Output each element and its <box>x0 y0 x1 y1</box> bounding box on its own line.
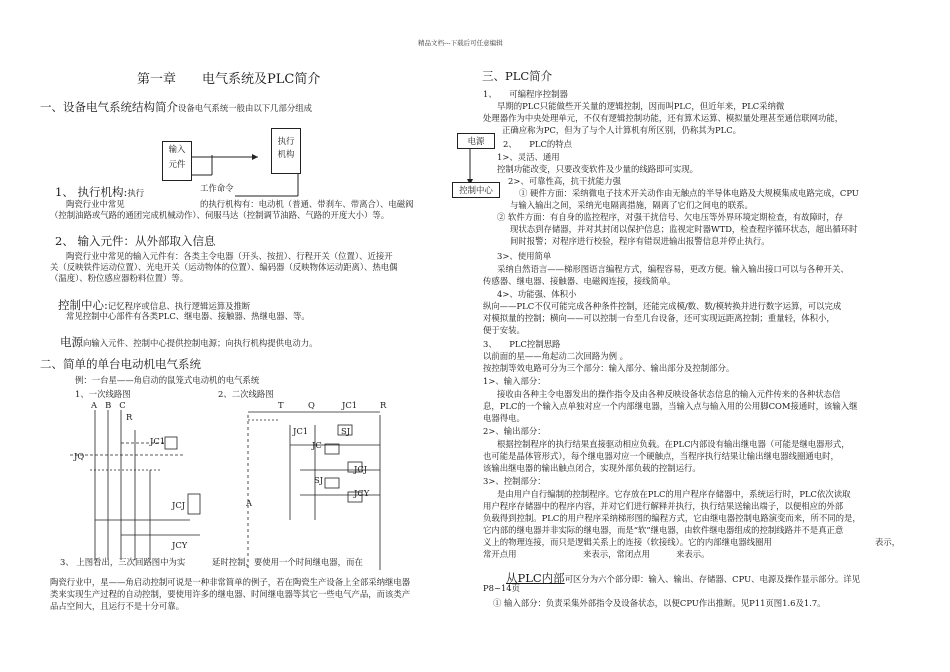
r3-3-text-5b: 表示， <box>875 537 901 547</box>
r3-3-text-6b: 来表示，常闭点用 <box>583 549 650 559</box>
input-box-line1: 输入 <box>168 144 186 154</box>
section1-title: 一、设备电气系统结构简介 <box>40 100 178 114</box>
r2-2-b2: 现状态到存储器，并对其封闭以保护信息；监视定时器WTD，检查程序循环状态，超出循环时 <box>510 224 858 234</box>
r1-text-1: 早期的PLC只能做些开关量的逻辑控制，因而叫PLC，但近年来，PLC采纳微 <box>497 101 785 111</box>
command-label: 工作命令 <box>200 183 234 193</box>
item1-tail: 执行 <box>127 188 145 198</box>
secondary-circuit-label: 2、二次线路图 <box>218 389 274 399</box>
r3-1-text-1: 接收由各种主令电器发出的操作指令及由各种反映设备状态信息的输入元件传来的各种状态信 <box>497 389 841 399</box>
r3-3-text-5: 义上的物理连接，而只是逻辑关系上的连接（软接线）。它的内部继电器线圈用 <box>483 537 772 547</box>
control-center-tail: 记忆程序或信息、执行逻辑运算及推断 <box>107 301 251 311</box>
jq-label: JQ <box>74 451 85 461</box>
r1-title: 1、 可编程序控制器 <box>483 89 568 99</box>
r3-3-text-3: 负载得到控制。PLC的用户程序采纳梯形图的编程方式，它由继电器控制电路演变而来，所不同的是， <box>483 513 861 523</box>
primary-circuit-label: 1、一次线路图 <box>75 389 131 399</box>
jc1-label: JC1 <box>150 436 166 446</box>
control-center-title: 控制中心: <box>58 298 108 312</box>
item1-text-a: 陶瓷行业中常见 <box>66 199 125 209</box>
r2-4-text-3: 便于安装。 <box>483 325 525 335</box>
r2-2-title: 2>、可靠性高，抗干扰能力强 <box>508 176 621 186</box>
r2-3-text-1: 采纳自然语言——梯形图语言编程方式，编程容易，更改方便。输入输出接口可以与各种开关、 <box>497 264 849 274</box>
jcj-label: JCJ <box>172 500 186 510</box>
section2-example: 例：一台星——角启动的鼠笼式电动机的电气系统 <box>75 375 260 385</box>
r2-title: 2、 PLC的特点 <box>503 139 572 149</box>
section3-title: 三、PLC简介 <box>482 69 553 83</box>
jc1-top-label: JC1 <box>342 400 358 410</box>
section2-title: 二、简单的单台电动机电气系统 <box>40 357 201 371</box>
item2-title: 2、 输入元件：从外部取入信息 <box>55 234 216 248</box>
r3-3-text-6c: 来表示。 <box>676 549 710 559</box>
plc-item1: ① 输入部分：负责采集外部指令及设备状态，以便CPU作出推断。见P11页图1.6及1.7。 <box>493 598 826 608</box>
phase-a-label: A <box>91 400 98 410</box>
plc-internal-pages: P8~14页 <box>483 583 521 593</box>
plc-internal-tail: 可区分为六个部分即：输入、输出、存储器、CPU、电源及操作显示部分。详见 <box>564 574 861 584</box>
r2-4-title: 4>、功能强、体积小 <box>497 289 577 299</box>
r3-2-text-2: 也可能是晶体管形式），每个继电器对应一个硬触点，当程序执行结果让输出继电器线圈通电时， <box>483 451 839 461</box>
r-label: R <box>126 412 133 422</box>
plc-internal-heading <box>506 567 860 586</box>
r2-2-b1: ② 软件方面：有自身的监控程序，对强干扰信号、欠电压等外界环境定期检查，有故障时，存 <box>497 212 844 222</box>
r3-2-title: 2>、输出部分： <box>483 426 546 436</box>
r3-1-text-3: 电器得电。 <box>483 413 525 423</box>
r2-1-title: 1>、灵活、通用 <box>497 152 560 162</box>
jc1-left-label: JC1 <box>293 426 309 436</box>
r3-text-1: 以前面的星——角起动二次回路为例 。 <box>483 351 629 361</box>
jc-label: JC <box>312 440 322 450</box>
phase-b-label: B <box>105 400 112 410</box>
actuator-box-line1: 执行 <box>277 136 295 146</box>
t-label: T <box>278 400 284 410</box>
r2-2-a2: 与输入输出之间，采纳光电隔离措施，隔离了它们之间电的联系。 <box>510 200 753 210</box>
page-header: 精品文档---下载后可任意编辑 <box>418 39 503 47</box>
r2-3-text-2: 传感器、继电器、接触器、电磁阀连接，接线简单。 <box>483 276 676 286</box>
r2-3-title: 3>、使用简单 <box>497 251 552 261</box>
bottom-text-1: 陶瓷行业中，星——角启动控制可说是一种非常简单的例子，若在陶瓷生产设备上全部采纳继电器 <box>50 577 411 587</box>
a-label: A <box>246 498 253 508</box>
r2-2-b3: 间时报警；对程序进行校验，程序有错误进输出报警信息并停止执行。 <box>510 236 770 246</box>
r3-3-text-2: 用户程序存储器中的程序内容，并对它们进行解释并执行，执行结果送输出端子，以便相应的外部 <box>483 501 844 511</box>
power-title: 电源 <box>60 335 83 349</box>
r3-1-title: 1>、输入部分： <box>483 376 546 386</box>
r3-1-text-2: 息，PLC的一个输入点单独对应一个内部继电器，当输入点与输入用的公用脚COM接通时，该输入继 <box>483 401 858 411</box>
r2-label: R <box>380 400 387 410</box>
actuator-box-line2: 机构 <box>277 149 295 159</box>
r3-3-text-4: 它内部的继电器并非实际的继电器，而是“软”继电器，由软件继电器组成的控制线路并不是真正意 <box>483 525 844 535</box>
item2-text-3: （温度）、粉位感应器粉料位置）等。 <box>50 273 189 283</box>
r2-2-a1: ① 硬件方面：采纳微电子技术开关动作由无触点的半导体电路及大规模集成电路完成，CPU <box>519 188 859 198</box>
input-box-line2: 元件 <box>168 159 186 169</box>
item3-text-a: 3、 上图看出，三次回路图中为实 <box>60 557 186 567</box>
jcy2-label: JCY <box>354 488 370 498</box>
power-tail: 向输入元件、控制中心提供控制电源；向执行机构提供电动力。 <box>83 338 318 348</box>
q-label: Q <box>308 400 315 410</box>
item2-text-2: 关（反映铁件运动位置）、光电开关（运动物体的位置）、编码器（反映物体运动距离）、热电偶 <box>50 262 398 272</box>
item1-text-b: 的执行机构有：电动机（普通、带刹车、带离合）、电磁阀 <box>200 199 414 209</box>
section1-intro: 设备电气系统一般由以下几部分组成 <box>178 103 312 113</box>
control-center-text: 常见控制中心部件有各类PLC、继电器、接触器、热继电器、等。 <box>66 311 310 321</box>
bottom-text-3: 品占空间大，且运行不是十分可靠。 <box>50 601 184 611</box>
item3-text-b: 延时控制，要使用一个时间继电器，而在 <box>212 557 363 567</box>
r2-1-text: 控制功能改变，只要改变软件及少量的线路即可实现。 <box>497 164 698 174</box>
r3-text-2: 按控制等效电路可分为三个部分：输入部分、输出部分及控制部分。 <box>483 363 735 373</box>
chapter-title: 第一章 电气系统及PLC简介 <box>137 72 321 87</box>
r3-3-text-1: 是由用户自行编制的控制程序。它存放在PLC的用户程序存储器中，系统运行时，PLC依次读取 <box>497 489 851 499</box>
power-box: 电源 <box>457 133 495 149</box>
control-center-box: 控制中心 <box>452 182 500 198</box>
phase-c-label: C <box>119 400 126 410</box>
r3-3-title: 3>、控制部分： <box>483 476 546 486</box>
r1-text-2: 处理器作为中央处理单元，不仅有逻辑控制功能，还有算术运算、模拟量处理甚至通信联网功能， <box>483 113 844 123</box>
r3-title: 3、 PLC控制思路 <box>483 339 561 349</box>
r3-2-text-3: 该输出继电器的输出触点闭合，实现外部负载的控制运行。 <box>483 463 701 473</box>
r2-4-text-2: 对模拟量的控制；横向——可以控制一台至几台设备，还可实现远距离控制；重量轻，体积小， <box>483 313 835 323</box>
bottom-text-2: 类来实现生产过程的自动控制，要使用许多的继电器、时间继电器等其它一些电气产品，而该类产 <box>50 589 411 599</box>
jcy-label: JCY <box>172 540 188 550</box>
r3-2-text-1: 根据控制程序的执行结果直接驱动相应负载。在PLC内部设有输出继电器（可能是继电器形式， <box>497 439 850 449</box>
r1-text-3: 正确应称为PC，但为了与个人计算机有所区别，仍称其为PLC。 <box>502 125 742 135</box>
plc-internal-title: 从PLC内部 <box>506 571 565 585</box>
sj2-label: SJ <box>314 475 324 485</box>
item2-text-1: 陶瓷行业中常见的输入元件有：各类主令电器（开头、按扭）、行程开关（位置）、近接开 <box>66 251 393 261</box>
item1-text-c: （控制油路或气路的通团完成机械动作）、伺服马达（控制调节油路、气路的开度大小）等。 <box>50 210 390 220</box>
sj-label: SJ <box>341 426 351 436</box>
r2-4-text-1: 纵向——PLC不仅可能完成各种条件控制，还能完成模/数、数/模转换并进行数字运算，可以完成 <box>483 301 842 311</box>
r3-3-text-6a: 常开点用 <box>483 549 517 559</box>
jcj2-label: JCJ <box>354 464 368 474</box>
item1-title: 1、 执行机构: <box>55 185 128 199</box>
